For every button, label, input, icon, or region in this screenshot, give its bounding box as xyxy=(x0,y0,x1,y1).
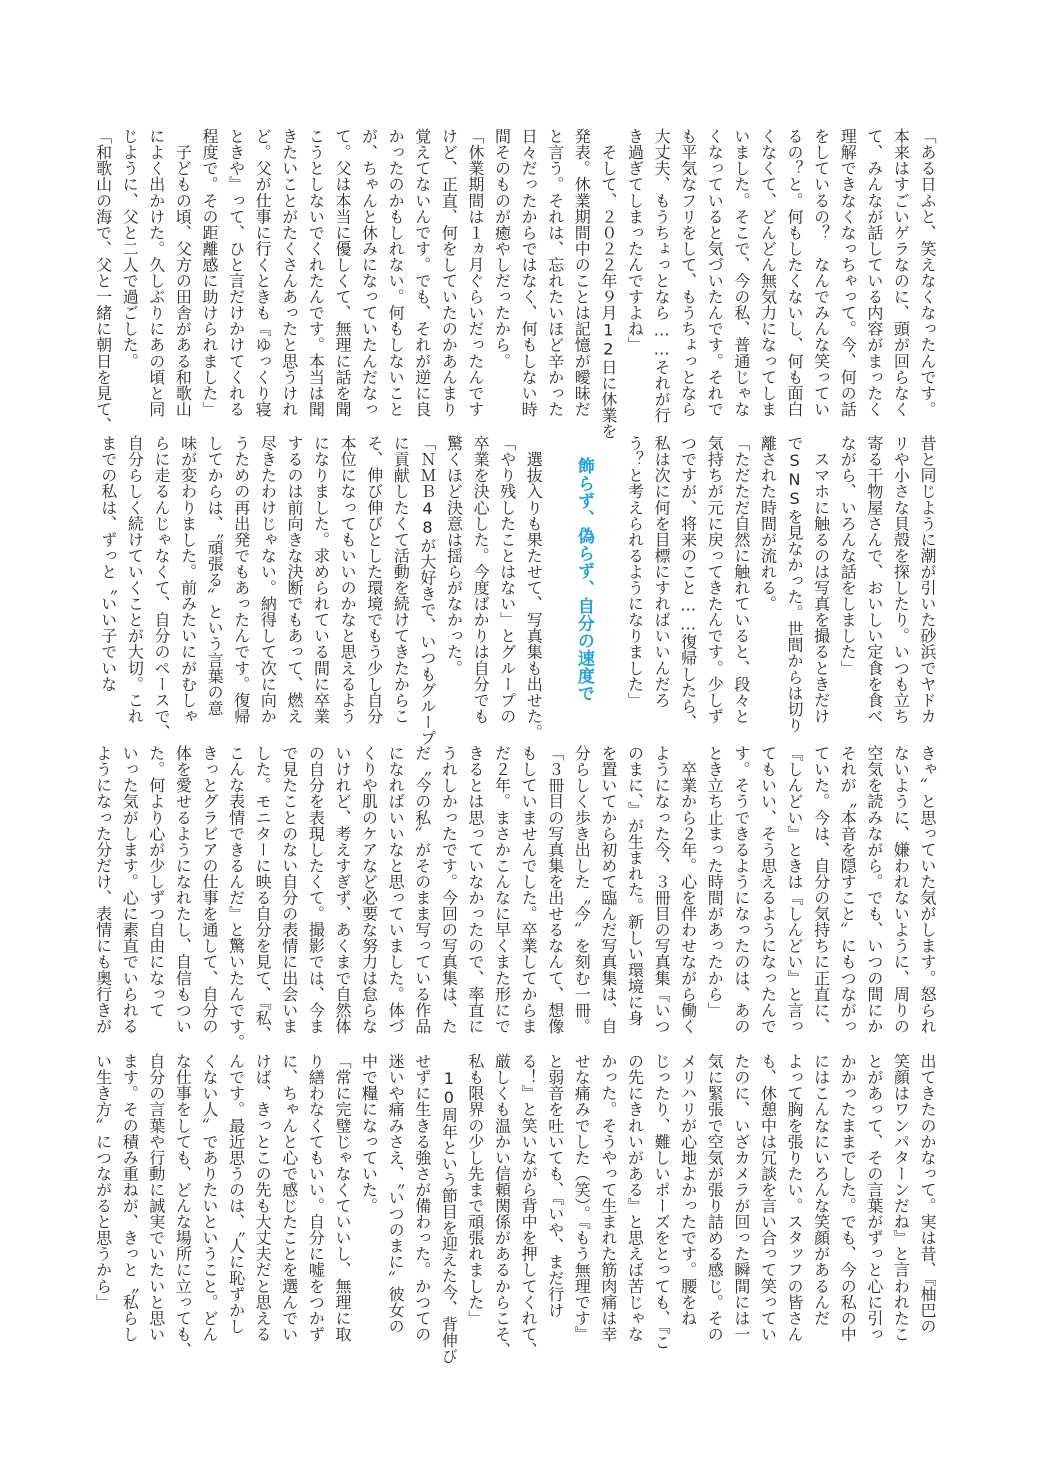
text-column: るの？と。何もしたくないし、何も面白 xyxy=(785,128,805,417)
text-column: 理解できなくなっちゃって。今、何の話 xyxy=(838,128,858,417)
text-column: に貢献したくて活動を続けてきたからこ xyxy=(391,435,411,724)
text-column: をしているの？ なんでみんな笑ってい xyxy=(811,128,831,417)
text-column: に、ちゃんと心で感じたことを選んでい xyxy=(279,1053,299,1342)
text-column: で見たことのない自分の表情に出会いま xyxy=(279,745,299,1034)
text-column: してからは、〝頑張る〟という言葉の意 xyxy=(205,435,225,716)
text-column: こうとしないでくれたんです。本当は聞 xyxy=(306,128,326,417)
text-column: 気持ちが元に戻ってきたんです。少しず xyxy=(705,435,725,724)
text-column: 迷いや痛みさえ、〝いつのまに〟彼女の xyxy=(386,1053,406,1334)
text-column: 寄る干物屋さんで、おいしい定食を食べ xyxy=(864,435,884,724)
text-column: せずに生きる強さが備わった。かつての xyxy=(412,1053,432,1342)
text-column: 離された時間が流れる。 xyxy=(758,435,778,612)
text-column: 私は次に何を目標にすればいいんだろ xyxy=(652,435,672,708)
text-column: の先にきれいがある』と思えば苦じゃな xyxy=(625,1053,645,1342)
text-column: うための再出発でもあったんです。復帰 xyxy=(231,435,251,724)
text-column: かったのかもしれない。何もしないこと xyxy=(386,128,406,417)
text-column: も平気なフリをして、もうちょっとなら xyxy=(678,128,698,417)
text-column: けば、きっとこの先も大丈夫だと思える xyxy=(253,1053,273,1342)
text-column: 自分らしく続けていくことが大切。これ xyxy=(125,435,145,724)
text-column: ど。父が仕事に行くときも『ゆっくり寝 xyxy=(253,128,273,417)
text-column: す。そうできるようになったのは、あの xyxy=(731,745,751,1034)
text-column: 驚くほど決意は揺らがなかった。 xyxy=(444,435,464,676)
text-column: 笑顔はワンパターンだね』と言われたこ xyxy=(891,1053,911,1342)
text-column: もしていませんでした。卒業してからま xyxy=(519,745,539,1034)
text-column: つですが、将来のこと……復帰したら、 xyxy=(678,435,698,730)
text-column: のまに、』が生まれた。新しい環境に身 xyxy=(625,745,645,1026)
text-column: メリハリが心地よかったです。腰をね xyxy=(678,1053,698,1326)
text-column: る！』と笑いながら背中を押してくれて、 xyxy=(519,1053,539,1358)
text-column: になりました。求められている間に卒業 xyxy=(311,435,331,724)
text-column: を置いてから初めて臨んだ写真集は、自 xyxy=(598,745,618,1034)
text-column: くなっていると気づいたんです。それで xyxy=(705,128,725,417)
text-column: だ〝今の私〟がそのまま写っている作品 xyxy=(412,745,432,1034)
section-heading: 飾らず、偽らず、自分の速度で xyxy=(573,457,594,702)
text-column: 私も限界の少し先まで頑張れました」 xyxy=(465,1053,485,1326)
text-column: な仕事をしても、どんな場所に立っても、 xyxy=(173,1053,193,1358)
text-column: かかったままでした。でも、今の私の中 xyxy=(838,1053,858,1342)
text-column: かった。そうやって生まれた筋肉痛は幸 xyxy=(598,1053,618,1342)
text-column: ないように、嫌われないように、周りの xyxy=(891,745,911,1034)
text-column: 「ただただ自然に触れていると、段々と xyxy=(731,435,751,724)
text-column: 覚えてないんです。でも、それが逆に良 xyxy=(412,128,432,417)
text-column: て。父は本当に優しくて、無理に話を聞 xyxy=(332,128,352,417)
text-column: こんな表情できるんだ』と驚いたんです。 xyxy=(226,745,246,1050)
text-column: 間そのものが癒やしだったから。 xyxy=(492,128,512,369)
text-column: よって胸を張りたい。スタッフの皆さん xyxy=(785,1053,805,1342)
text-column: ながら、いろんな話をしました」 xyxy=(838,435,858,676)
text-column: 卒業から２年。心を伴わせながら働く xyxy=(678,745,698,1034)
text-column: 「やり残したことはない」とグループの xyxy=(497,435,517,724)
text-column: 「３冊目の写真集を出せるなんて、想像 xyxy=(545,745,565,1034)
text-column: 「休業期間は１ヵ月ぐらいだったんです xyxy=(465,128,485,417)
text-column: 10周年という節目を迎えた今、背伸び xyxy=(439,1053,459,1364)
text-column: ときや』って、ひと言だけかけてくれる xyxy=(226,128,246,417)
text-column: 味が変わりました。前みたいにがむしゃ xyxy=(178,435,198,724)
text-column: う？と考えられるようになりました」 xyxy=(625,435,645,708)
text-column: 「ＮＭＢ48が大好きで、いつもグループ xyxy=(417,435,437,746)
text-column: い生き方〟につながると思うから」 xyxy=(93,1053,113,1310)
text-column: きゃ〟と思っていた気がします。怒られ xyxy=(918,745,937,1034)
text-column: 分らしく歩き出した〝今〟を刻む一冊。 xyxy=(572,745,592,1034)
text-column: までの私は、ずっと〝いい子でいな xyxy=(98,435,118,692)
text-column: 程度で。その距離感に助けられました」 xyxy=(199,128,219,417)
text-column: の自分を表現したくて。撮影では、今ま xyxy=(306,745,326,1034)
text-column: 「常に完璧じゃなくていいし、無理に取 xyxy=(332,1053,352,1342)
text-column: が、ちゃんと休みになっていたんだなっ xyxy=(359,128,379,417)
tier-2-text-after-heading xyxy=(94,435,546,746)
text-column: ようになった今、３冊目の写真集『いつ xyxy=(652,745,672,1034)
text-column: そして、２０２２年９月12日に休業を xyxy=(598,128,618,439)
text-column: とき立ち止まった時間があったから」 xyxy=(705,745,725,1018)
text-column: ていた。今は、自分の気持ちに正直に、 xyxy=(811,745,831,1034)
text-column: 自分の言葉や行動に誠実でいたいと思い xyxy=(146,1053,166,1342)
text-column: せな痛みでした（笑）。『もう無理です』 xyxy=(572,1053,592,1342)
text-column: 出てきたのかなって。実は昔、『柚巴の xyxy=(918,1053,937,1334)
text-column: てもいい、そう思えるようになったんで xyxy=(758,745,778,1034)
text-column: 子どもの頃、父方の田舎がある和歌山 xyxy=(173,128,193,417)
text-column: 中で糧になっていた。 xyxy=(359,1053,379,1214)
text-column: スマホに触るのは写真を撮るときだけ xyxy=(811,435,831,724)
tier-2-text-before-heading xyxy=(621,435,940,733)
text-column: きるとは思っていなかったので、率直に xyxy=(465,745,485,1034)
text-column: 体を愛せるようになれたし、自信もつい xyxy=(173,745,193,1034)
text-column: 「ある日ふと、笑えなくなったんです。 xyxy=(918,128,937,417)
text-column: くない人〟でありたいということ。どん xyxy=(199,1053,219,1342)
text-column: した。モニターに映る自分を見て、『私、 xyxy=(253,745,273,1042)
text-column: らに走るんじゃなくて、自分のペースで、 xyxy=(151,435,171,740)
text-column: によく出かけた。久しぶりにあの頃と同 xyxy=(146,128,166,417)
text-column: たのに、いざカメラが回った瞬間には一 xyxy=(731,1053,751,1342)
text-column: た。何より心が少しずつ自由になって xyxy=(146,745,166,1018)
text-column: じったり、難しいポーズをとっても、『こ xyxy=(652,1053,672,1350)
text-column: り繕わなくてもいい。自分に嘘をつかず xyxy=(306,1053,326,1342)
text-column: 空気を読みながら。でも、いつの間にか xyxy=(864,745,884,1034)
text-column: ようになった分だけ、表情にも奥行きが xyxy=(93,745,113,1034)
text-column: んです。最近思うのは、〝人に恥ずかし xyxy=(226,1053,246,1334)
text-column: 選抜入りも果たせて、写真集も出せた。 xyxy=(524,435,544,740)
text-column: になればいいなと思っていました。体づ xyxy=(386,745,406,1034)
article-tier-2 xyxy=(78,435,940,746)
text-column: だ２年。まさかこんなに早くまた形にで xyxy=(492,745,512,1034)
text-column: くなくて、どんどん無気力になってしま xyxy=(758,128,778,417)
text-column: 卒業を決心した。今度ばかりは自分でも xyxy=(471,435,491,724)
text-column: 本来はすごいゲラなのに、頭が回らなく xyxy=(891,128,911,417)
text-column: 尽きたわけじゃない。納得して次に向か xyxy=(258,435,278,724)
text-column: 大丈夫、もうちょっとなら……それが行 xyxy=(652,128,672,423)
text-column: て、みんなが話している内容がまったく xyxy=(864,128,884,417)
text-column: そ、伸び伸びとした環境でもう少し自分 xyxy=(364,435,384,724)
article-tier-3 xyxy=(78,745,940,1050)
text-column: 厳しくも温かい信頼関係があるからこそ、 xyxy=(492,1053,512,1358)
text-column: それが〝本音を隠すこと〟にもつながっ xyxy=(838,745,858,1034)
text-column: き過ぎてしまったんですよね」 xyxy=(625,128,645,353)
text-column: いけれど、考えすぎず、あくまで自然体 xyxy=(332,745,352,1034)
text-column: リや小さな貝殻を探したり。いつも立ち xyxy=(891,435,911,724)
text-column: と言う。それは、忘れたいほど辛かった xyxy=(545,128,565,417)
text-column: と弱音を吐いても、『いや、まだ行け xyxy=(545,1053,565,1318)
text-column: いった気がします。心に素直でいられる xyxy=(120,745,140,1034)
text-column: 気に緊張で空気が張り詰める感じ。その xyxy=(705,1053,725,1342)
text-column: にはこんなにいろんな笑顔があるんだ xyxy=(811,1053,831,1326)
text-column: とがあって、その言葉がずっと心に引っ xyxy=(864,1053,884,1342)
article-tier-4 xyxy=(78,1053,940,1364)
text-column: きたいことがたくさんあったと思うけれ xyxy=(279,128,299,417)
text-column: 『しんどい』ときは『しんどい』と言っ xyxy=(785,745,805,1034)
text-column: うれしかったです。今回の写真集は、た xyxy=(439,745,459,1034)
text-column: ます。その積み重ねが、きっと〝私らし xyxy=(120,1053,140,1342)
text-column: も、休憩中は冗談を言い合って笑ってい xyxy=(758,1053,778,1342)
text-column: 昔と同じように潮が引いた砂浜でヤドカ xyxy=(918,435,937,724)
text-column: いました。そこで、今の私、普通じゃな xyxy=(731,128,751,417)
text-column: するのは前向きな決断でもあって、燃え xyxy=(284,435,304,724)
article-tier-1 xyxy=(78,128,940,439)
text-column: 「和歌山の海で、父と一緒に朝日を見て、 xyxy=(93,128,113,433)
text-column: けど、正直、何をしていたのかあんまり xyxy=(439,128,459,417)
text-column: きっとグラビアの仕事を通して、自分の xyxy=(199,745,219,1034)
text-column: でSNSを見なかった。世間からは切り xyxy=(785,435,805,733)
text-column: 日々だったからではなく、何もしない時 xyxy=(519,128,539,417)
text-column: 本位になってもいいのかなと思えるよう xyxy=(338,435,358,724)
text-column: 発表。休業期間中のことは記憶が曖昧だ xyxy=(572,128,592,417)
text-column: じように、父と二人で過ごした。 xyxy=(120,128,140,369)
text-column: くりや肌のケアなど必要な努力は怠らな xyxy=(359,745,379,1034)
